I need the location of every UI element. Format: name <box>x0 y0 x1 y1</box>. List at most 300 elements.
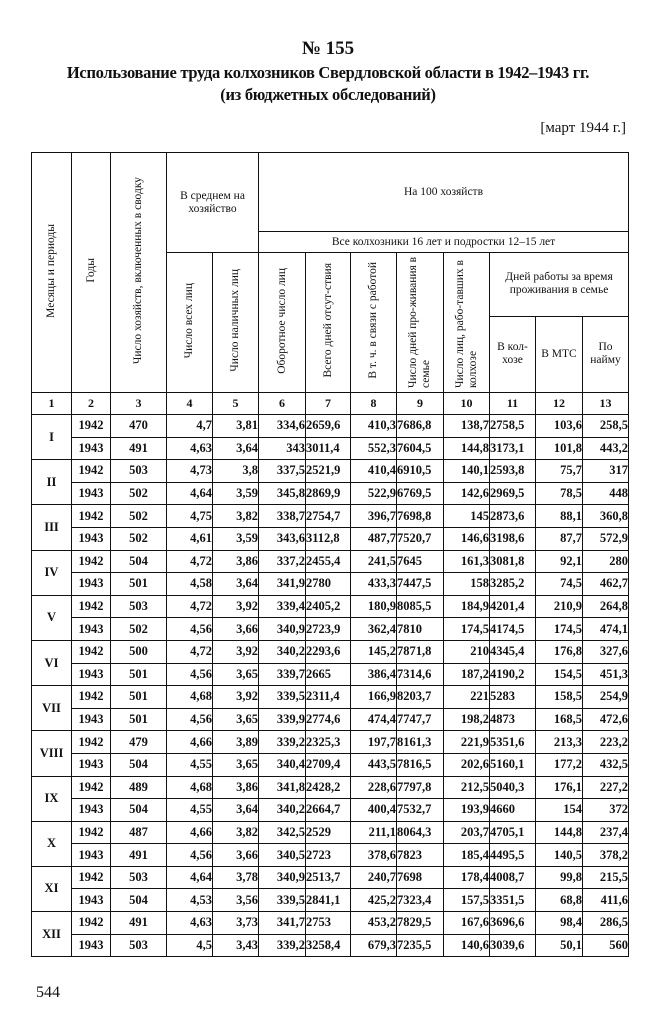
value-cell: 502 <box>111 527 167 550</box>
value-cell: 400,4 <box>351 799 397 822</box>
value-cell: 2529 <box>306 821 351 844</box>
value-cell: 343 <box>259 437 306 460</box>
header-months: Месяцы и периоды <box>32 153 72 393</box>
year-cell: 1942 <box>72 731 111 754</box>
value-cell: 7235,5 <box>397 934 444 957</box>
value-cell: 8085,5 <box>397 595 444 618</box>
table-row <box>32 776 629 799</box>
value-cell: 502 <box>111 618 167 641</box>
value-cell: 4,66 <box>167 821 213 844</box>
value-cell: 4,7 <box>167 415 213 438</box>
value-cell: 337,2 <box>259 550 306 573</box>
year-cell: 1942 <box>72 866 111 889</box>
value-cell: 4,72 <box>167 640 213 663</box>
value-cell: 3696,6 <box>490 912 536 935</box>
value-cell: 2428,2 <box>306 776 351 799</box>
value-cell: 92,1 <box>536 550 583 573</box>
month-cell: I <box>32 415 72 460</box>
value-cell: 166,9 <box>351 686 397 709</box>
value-cell: 88,1 <box>536 505 583 528</box>
value-cell: 2780 <box>306 573 351 596</box>
month-cell: VIII <box>32 731 72 776</box>
value-cell: 2723 <box>306 844 351 867</box>
value-cell: 157,5 <box>444 889 490 912</box>
value-cell: 6910,5 <box>397 460 444 483</box>
value-cell: 7645 <box>397 550 444 573</box>
value-cell: 4,56 <box>167 844 213 867</box>
value-cell: 4,66 <box>167 731 213 754</box>
value-cell: 410,3 <box>351 415 397 438</box>
year-cell: 1943 <box>72 889 111 912</box>
table-row <box>32 799 629 822</box>
value-cell: 504 <box>111 799 167 822</box>
value-cell: 4705,1 <box>490 821 536 844</box>
value-cell: 7447,5 <box>397 573 444 596</box>
table-row <box>32 844 629 867</box>
value-cell: 3173,1 <box>490 437 536 460</box>
value-cell: 5160,1 <box>490 753 536 776</box>
month-cell: III <box>32 505 72 550</box>
table-row <box>32 595 629 618</box>
value-cell: 3,65 <box>213 708 259 731</box>
value-cell: 340,9 <box>259 866 306 889</box>
value-cell: 286,5 <box>583 912 629 935</box>
table-row <box>32 527 629 550</box>
table-row <box>32 550 629 573</box>
value-cell: 187,2 <box>444 663 490 686</box>
value-cell: 474,4 <box>351 708 397 731</box>
value-cell: 502 <box>111 505 167 528</box>
value-cell: 491 <box>111 437 167 460</box>
value-cell: 501 <box>111 686 167 709</box>
month-cell: X <box>32 821 72 866</box>
value-cell: 4008,7 <box>490 866 536 889</box>
value-cell: 362,4 <box>351 618 397 641</box>
year-cell: 1942 <box>72 640 111 663</box>
table-row <box>32 753 629 776</box>
value-cell: 168,5 <box>536 708 583 731</box>
value-cell: 3,89 <box>213 731 259 754</box>
value-cell: 433,3 <box>351 573 397 596</box>
header-years: Годы <box>72 153 111 393</box>
value-cell: 378,2 <box>583 844 629 867</box>
header-present-persons: Число наличных лиц <box>213 253 259 393</box>
year-cell: 1943 <box>72 527 111 550</box>
value-cell: 3,81 <box>213 415 259 438</box>
value-cell: 254,9 <box>583 686 629 709</box>
year-cell: 1942 <box>72 912 111 935</box>
value-cell: 140,1 <box>444 460 490 483</box>
value-cell: 2869,9 <box>306 482 351 505</box>
value-cell: 2513,7 <box>306 866 351 889</box>
value-cell: 443,5 <box>351 753 397 776</box>
header-in-mts: В МТС <box>536 316 583 392</box>
table-row <box>32 618 629 641</box>
column-number: 10 <box>444 393 490 415</box>
value-cell: 503 <box>111 460 167 483</box>
value-cell: 145,2 <box>351 640 397 663</box>
value-cell: 198,2 <box>444 708 490 731</box>
year-cell: 1942 <box>72 460 111 483</box>
value-cell: 2841,1 <box>306 889 351 912</box>
value-cell: 432,5 <box>583 753 629 776</box>
value-cell: 3,92 <box>213 595 259 618</box>
value-cell: 74,5 <box>536 573 583 596</box>
value-cell: 7323,4 <box>397 889 444 912</box>
value-cell: 98,4 <box>536 912 583 935</box>
value-cell: 264,8 <box>583 595 629 618</box>
value-cell: 7314,6 <box>397 663 444 686</box>
value-cell: 197,7 <box>351 731 397 754</box>
value-cell: 2774,6 <box>306 708 351 731</box>
value-cell: 158,5 <box>536 686 583 709</box>
year-cell: 1943 <box>72 482 111 505</box>
value-cell: 3,64 <box>213 573 259 596</box>
value-cell: 227,2 <box>583 776 629 799</box>
table-row <box>32 686 629 709</box>
value-cell: 3,66 <box>213 844 259 867</box>
value-cell: 178,4 <box>444 866 490 889</box>
value-cell: 2873,6 <box>490 505 536 528</box>
value-cell: 339,4 <box>259 595 306 618</box>
value-cell: 184,9 <box>444 595 490 618</box>
value-cell: 522,9 <box>351 482 397 505</box>
value-cell: 2311,4 <box>306 686 351 709</box>
column-number: 12 <box>536 393 583 415</box>
value-cell: 87,7 <box>536 527 583 550</box>
header-turnover: Оборотное число лиц <box>259 253 306 393</box>
value-cell: 337,5 <box>259 460 306 483</box>
value-cell: 3258,4 <box>306 934 351 957</box>
value-cell: 3,73 <box>213 912 259 935</box>
value-cell: 3285,2 <box>490 573 536 596</box>
value-cell: 503 <box>111 866 167 889</box>
value-cell: 210,9 <box>536 595 583 618</box>
value-cell: 4,63 <box>167 437 213 460</box>
title-line-2: (из бюджетных обследований) <box>220 85 436 104</box>
month-cell: V <box>32 595 72 640</box>
value-cell: 7747,7 <box>397 708 444 731</box>
value-cell: 174,5 <box>444 618 490 641</box>
value-cell: 103,6 <box>536 415 583 438</box>
table-body <box>32 415 629 957</box>
column-number: 5 <box>213 393 259 415</box>
value-cell: 4,73 <box>167 460 213 483</box>
value-cell: 2325,3 <box>306 731 351 754</box>
table-row <box>32 866 629 889</box>
value-cell: 340,9 <box>259 618 306 641</box>
value-cell: 3,78 <box>213 866 259 889</box>
value-cell: 503 <box>111 934 167 957</box>
value-cell: 203,7 <box>444 821 490 844</box>
table-row <box>32 663 629 686</box>
value-cell: 317 <box>583 460 629 483</box>
value-cell: 193,9 <box>444 799 490 822</box>
value-cell: 8203,7 <box>397 686 444 709</box>
value-cell: 4,64 <box>167 482 213 505</box>
value-cell: 8064,3 <box>397 821 444 844</box>
year-cell: 1942 <box>72 505 111 528</box>
value-cell: 679,3 <box>351 934 397 957</box>
value-cell: 158 <box>444 573 490 596</box>
value-cell: 7698,8 <box>397 505 444 528</box>
year-cell: 1942 <box>72 595 111 618</box>
value-cell: 99,8 <box>536 866 583 889</box>
column-number: 1 <box>32 393 72 415</box>
value-cell: 2665 <box>306 663 351 686</box>
value-cell: 2723,9 <box>306 618 351 641</box>
value-cell: 144,8 <box>536 821 583 844</box>
value-cell: 7698 <box>397 866 444 889</box>
header-kolkhoz-workers: Число лиц, рабо-тавших в колхозе <box>444 253 490 393</box>
value-cell: 339,2 <box>259 934 306 957</box>
value-cell: 340,4 <box>259 753 306 776</box>
value-cell: 342,5 <box>259 821 306 844</box>
table-row <box>32 505 629 528</box>
value-cell: 4,56 <box>167 663 213 686</box>
value-cell: 167,6 <box>444 912 490 935</box>
year-cell: 1943 <box>72 799 111 822</box>
value-cell: 340,5 <box>259 844 306 867</box>
value-cell: 50,1 <box>536 934 583 957</box>
value-cell: 4495,5 <box>490 844 536 867</box>
value-cell: 487 <box>111 821 167 844</box>
value-cell: 500 <box>111 640 167 663</box>
year-cell: 1943 <box>72 618 111 641</box>
value-cell: 4,56 <box>167 708 213 731</box>
value-cell: 5351,6 <box>490 731 536 754</box>
value-cell: 443,2 <box>583 437 629 460</box>
value-cell: 180,9 <box>351 595 397 618</box>
value-cell: 2293,6 <box>306 640 351 663</box>
value-cell: 213,3 <box>536 731 583 754</box>
value-cell: 7686,8 <box>397 415 444 438</box>
value-cell: 221,9 <box>444 731 490 754</box>
value-cell: 7810 <box>397 618 444 641</box>
value-cell: 4660 <box>490 799 536 822</box>
value-cell: 3081,8 <box>490 550 536 573</box>
table-row <box>32 437 629 460</box>
table-row <box>32 821 629 844</box>
value-cell: 411,6 <box>583 889 629 912</box>
value-cell: 237,4 <box>583 821 629 844</box>
value-cell: 4,72 <box>167 550 213 573</box>
value-cell: 140,5 <box>536 844 583 867</box>
value-cell: 470 <box>111 415 167 438</box>
value-cell: 2405,2 <box>306 595 351 618</box>
table-row <box>32 912 629 935</box>
value-cell: 378,6 <box>351 844 397 867</box>
value-cell: 176,1 <box>536 776 583 799</box>
value-cell: 3039,6 <box>490 934 536 957</box>
value-cell: 75,7 <box>536 460 583 483</box>
value-cell: 68,8 <box>536 889 583 912</box>
value-cell: 3112,8 <box>306 527 351 550</box>
value-cell: 240,7 <box>351 866 397 889</box>
value-cell: 451,3 <box>583 663 629 686</box>
value-cell: 7520,7 <box>397 527 444 550</box>
value-cell: 479 <box>111 731 167 754</box>
value-cell: 3,64 <box>213 799 259 822</box>
value-cell: 472,6 <box>583 708 629 731</box>
value-cell: 340,2 <box>259 799 306 822</box>
column-number: 6 <box>259 393 306 415</box>
value-cell: 552,3 <box>351 437 397 460</box>
year-cell: 1942 <box>72 550 111 573</box>
value-cell: 501 <box>111 573 167 596</box>
value-cell: 560 <box>583 934 629 957</box>
value-cell: 503 <box>111 595 167 618</box>
year-cell: 1943 <box>72 573 111 596</box>
value-cell: 4,56 <box>167 618 213 641</box>
value-cell: 101,8 <box>536 437 583 460</box>
value-cell: 489 <box>111 776 167 799</box>
value-cell: 396,7 <box>351 505 397 528</box>
header-living-days: Число дней про-живания в семье <box>397 253 444 393</box>
value-cell: 3,82 <box>213 505 259 528</box>
value-cell: 339,9 <box>259 708 306 731</box>
header-all-persons: Число всех лиц <box>167 253 213 393</box>
value-cell: 3,82 <box>213 821 259 844</box>
value-cell: 174,5 <box>536 618 583 641</box>
value-cell: 4201,4 <box>490 595 536 618</box>
value-cell: 241,5 <box>351 550 397 573</box>
value-cell: 3,59 <box>213 482 259 505</box>
value-cell: 4,53 <box>167 889 213 912</box>
value-cell: 7871,8 <box>397 640 444 663</box>
value-cell: 7816,5 <box>397 753 444 776</box>
value-cell: 210 <box>444 640 490 663</box>
value-cell: 7532,7 <box>397 799 444 822</box>
value-cell: 4873 <box>490 708 536 731</box>
value-cell: 386,4 <box>351 663 397 686</box>
value-cell: 338,7 <box>259 505 306 528</box>
value-cell: 4190,2 <box>490 663 536 686</box>
column-number: 11 <box>490 393 536 415</box>
value-cell: 5040,3 <box>490 776 536 799</box>
value-cell: 2969,5 <box>490 482 536 505</box>
value-cell: 487,7 <box>351 527 397 550</box>
title-line-1: Использование труда колхозников Свердловской области в 1942–1943 гг. <box>66 63 590 82</box>
header-per-100-households: На 100 хозяйств <box>259 153 629 232</box>
value-cell: 176,8 <box>536 640 583 663</box>
value-cell: 4,68 <box>167 776 213 799</box>
value-cell: 7829,5 <box>397 912 444 935</box>
value-cell: 491 <box>111 912 167 935</box>
value-cell: 3,56 <box>213 889 259 912</box>
value-cell: 280 <box>583 550 629 573</box>
value-cell: 343,6 <box>259 527 306 550</box>
month-cell: IX <box>32 776 72 821</box>
value-cell: 4,63 <box>167 912 213 935</box>
value-cell: 3,86 <box>213 550 259 573</box>
month-cell: VI <box>32 640 72 685</box>
table-row <box>32 640 629 663</box>
value-cell: 211,1 <box>351 821 397 844</box>
value-cell: 339,5 <box>259 686 306 709</box>
value-cell: 341,9 <box>259 573 306 596</box>
value-cell: 4,68 <box>167 686 213 709</box>
value-cell: 161,3 <box>444 550 490 573</box>
value-cell: 2753 <box>306 912 351 935</box>
value-cell: 2758,5 <box>490 415 536 438</box>
value-cell: 2455,4 <box>306 550 351 573</box>
value-cell: 8161,3 <box>397 731 444 754</box>
value-cell: 334,6 <box>259 415 306 438</box>
value-cell: 572,9 <box>583 527 629 550</box>
value-cell: 212,5 <box>444 776 490 799</box>
value-cell: 142,6 <box>444 482 490 505</box>
header-absence-work: В т. ч. в связи с работой <box>351 253 397 393</box>
value-cell: 223,2 <box>583 731 629 754</box>
table-row <box>32 731 629 754</box>
value-cell: 4,61 <box>167 527 213 550</box>
value-cell: 341,7 <box>259 912 306 935</box>
value-cell: 4,58 <box>167 573 213 596</box>
value-cell: 144,8 <box>444 437 490 460</box>
year-cell: 1943 <box>72 934 111 957</box>
header-avg-per-household: В среднем на хозяйство <box>167 153 259 253</box>
table-row <box>32 482 629 505</box>
value-cell: 4,75 <box>167 505 213 528</box>
month-cell: II <box>32 460 72 505</box>
value-cell: 3,65 <box>213 663 259 686</box>
header-absence-days: Всего дней отсут-ствия <box>306 253 351 393</box>
value-cell: 3,65 <box>213 753 259 776</box>
value-cell: 4,55 <box>167 799 213 822</box>
column-number: 4 <box>167 393 213 415</box>
value-cell: 3011,4 <box>306 437 351 460</box>
value-cell: 2664,7 <box>306 799 351 822</box>
table-row <box>32 708 629 731</box>
value-cell: 6769,5 <box>397 482 444 505</box>
value-cell: 138,7 <box>444 415 490 438</box>
value-cell: 3,92 <box>213 640 259 663</box>
month-cell: VII <box>32 686 72 731</box>
value-cell: 154 <box>536 799 583 822</box>
value-cell: 501 <box>111 663 167 686</box>
year-cell: 1942 <box>72 821 111 844</box>
value-cell: 221 <box>444 686 490 709</box>
column-number: 9 <box>397 393 444 415</box>
year-cell: 1942 <box>72 686 111 709</box>
value-cell: 3351,5 <box>490 889 536 912</box>
value-cell: 145 <box>444 505 490 528</box>
value-cell: 502 <box>111 482 167 505</box>
value-cell: 462,7 <box>583 573 629 596</box>
table-row <box>32 415 629 438</box>
value-cell: 7797,8 <box>397 776 444 799</box>
year-cell: 1943 <box>72 437 111 460</box>
value-cell: 4,72 <box>167 595 213 618</box>
header-households: Число хозяйств, включенных в сводку <box>111 153 167 393</box>
value-cell: 202,6 <box>444 753 490 776</box>
value-cell: 2593,8 <box>490 460 536 483</box>
value-cell: 327,6 <box>583 640 629 663</box>
value-cell: 2754,7 <box>306 505 351 528</box>
value-cell: 4,55 <box>167 753 213 776</box>
value-cell: 258,5 <box>583 415 629 438</box>
year-cell: 1942 <box>72 415 111 438</box>
value-cell: 340,2 <box>259 640 306 663</box>
value-cell: 4345,4 <box>490 640 536 663</box>
value-cell: 78,5 <box>536 482 583 505</box>
value-cell: 3,43 <box>213 934 259 957</box>
value-cell: 7823 <box>397 844 444 867</box>
year-cell: 1943 <box>72 663 111 686</box>
value-cell: 491 <box>111 844 167 867</box>
value-cell: 3,8 <box>213 460 259 483</box>
